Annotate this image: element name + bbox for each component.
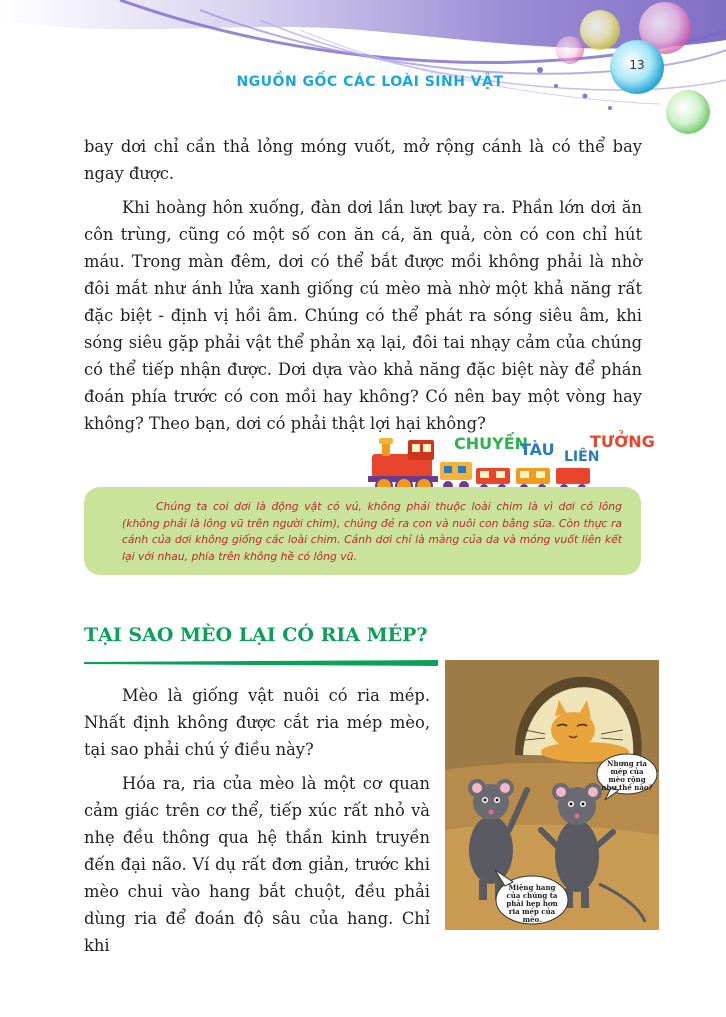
banner-word-4: TƯỞNG — [590, 432, 655, 451]
page-number: 13 — [629, 58, 645, 72]
body-paragraph-1: bay dơi chỉ cần thả lỏng móng vuốt, mở rộng cánh là có thể bay ngay được. — [84, 137, 642, 183]
running-title: NGUỒN GỐC CÁC LOÀI SINH VẬT — [236, 74, 504, 90]
note-box — [84, 487, 641, 575]
page-header — [0, 0, 726, 135]
section-paragraph-2: Hóa ra, ria của mèo là một cơ quan cảm giác trên cơ thể, tiếp xúc rất nhỏ và nhẹ đều thông qua hệ thần kinh truyền đến đại não. Ví dụ rất đơn giản, trước khi mèo chui vào hang bắt chuột, đều phải dùng ria để đoán độ sâu của hang. Chỉ khi — [84, 774, 430, 955]
banner-word-1: CHUYẾN — [454, 434, 529, 453]
section-title-underline — [84, 660, 438, 666]
note-text: Chúng ta coi dơi là động vật có vú, không phải thuộc loài chim là vì dơi có lông (không phải là lông vũ trên người chim), chúng đẻ ra con và nuôi con bằng sữa. Còn thực ra cánh của dơi không giống các loài chim. Cánh dơi chỉ là màng của da và móng vuốt liên kết lại với nhau, phía trên không hề có lông vũ. — [122, 500, 622, 563]
banner-word-3: LIÊN — [564, 449, 600, 465]
cat-and-mice-illustration — [445, 660, 659, 930]
banner-word-2: TÀU — [520, 440, 555, 459]
section-paragraph-1: Mèo là giống vật nuôi có ria mép. Nhất định không được cắt ria mép mèo, tại sao phải chú ý điều này? — [84, 686, 430, 759]
speech-bubble-right: Nhưng ria mép của mèo rộng như thế nào? — [601, 759, 653, 792]
speech-bubble-left: Miệng hang của chúng ta phải hẹp hơn ria mép của mèo. — [506, 883, 558, 924]
body-paragraph-2: Khi hoàng hôn xuống, đàn dơi lần lượt bay ra. Phần lớn dơi ăn côn trùng, cũng có một số con ăn cá, ăn quả, còn có con chỉ hút máu. Trong màn đêm, dơi có thể bắt được mồi không phải là nhờ đôi mắt như ánh lửa xanh giống cú mèo mà nhờ một khả năng rất đặc biệt - định vị hồi âm. Chúng có thể phát ra sóng siêu âm, khi sóng siêu gặp phải vật thể phản xạ lại, đôi tai nhạy cảm của chúng có thể tiếp nhận được. Dơi dựa vào khả năng đặc biệt này để phán đoán phía trước có con mồi hay không? Có nên bay một vòng hay không? Theo bạn, dơi có phải thật lợi hại không? — [84, 198, 642, 433]
section-title: TẠI SAO MÈO LẠI CÓ RIA MÉP? — [84, 624, 428, 646]
